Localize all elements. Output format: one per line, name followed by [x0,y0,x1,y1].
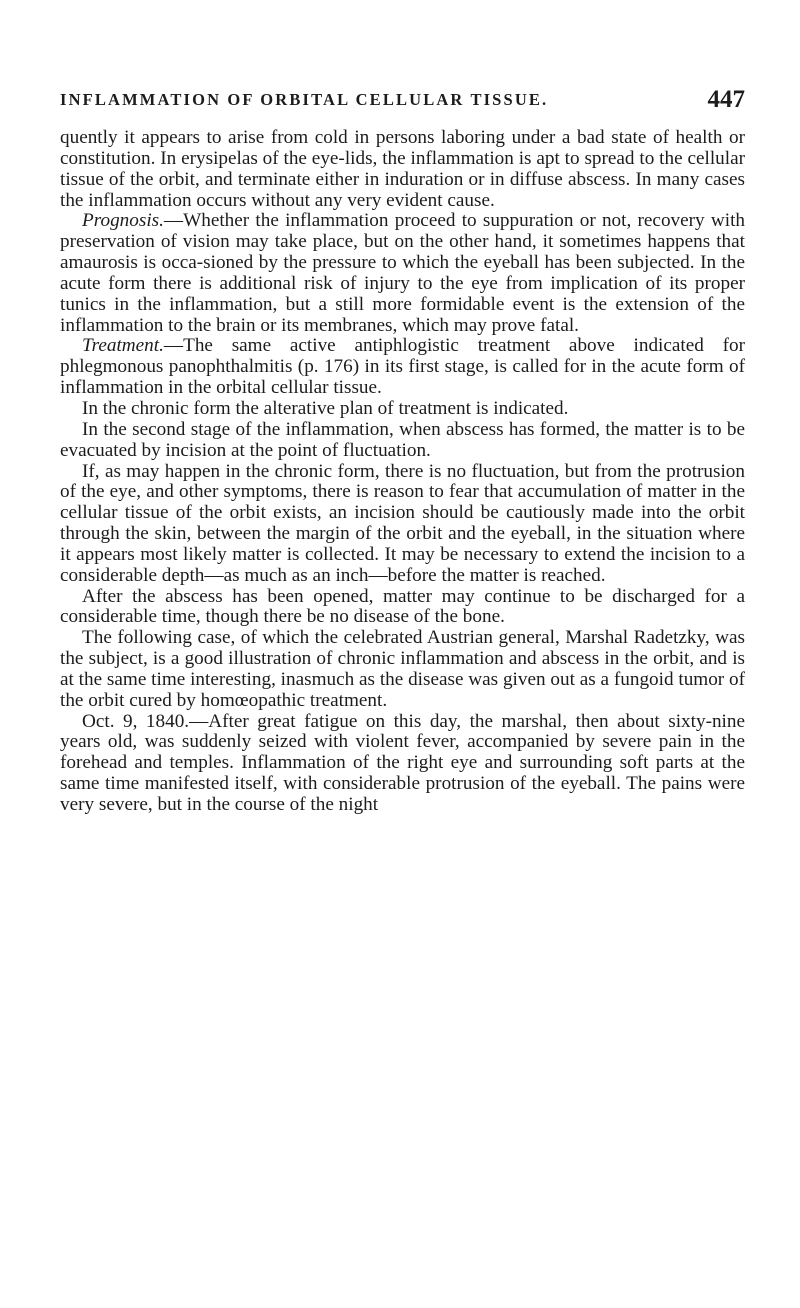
paragraph-prognosis [60,211,745,336]
running-title: INFLAMMATION OF ORBITAL CELLULAR TISSUE. [60,90,549,109]
body-text [60,128,745,816]
paragraph-text: In the second stage of the inflammation, when abscess has formed, the matter is to be evacuated by incision at the point of fluctuation. [60,418,745,461]
paragraph-continued [60,128,745,211]
paragraph-text: In the chronic form the alterative plan of treatment is indicated. [82,397,569,419]
paragraph-text: Oct. 9, 1840.—After great fatigue on this day, the marshal, then about sixty-nine years old, was suddenly seized with violent fever, accompanied by severe pain in the forehead and temples. Inflammation of the right eye and surrounding soft parts at the same time manifested itself, with considerable protrusion of the eyeball. The pains were very severe, but in the course of the night [60,710,745,815]
paragraph [60,462,745,587]
paragraph-text: —Whether the inflammation proceed to suppuration or not, recovery with preservation of vision may take place, but on the other hand, it sometimes happens that amaurosis is occa-sioned by the pressure to which the eyeball has been subjected. In the acute form there is additional risk of injury to the eye from implication of its proper tunics in the inflammation, but a still more formidable event is the extension of the inflammation to the brain or its membranes, which may prove fatal. [60,210,745,336]
section-heading-prognosis: Prognosis. [82,210,164,232]
paragraph-text: If, as may happen in the chronic form, there is no fluctuation, but from the protrusion of the eye, and other symptoms, there is reason to fear that accumulation of matter in the cellular tissue of the orbit exists, an incision should be cautiously made into the orbit through the skin, between the margin of the orbit and the eyeball, in the situation where it appears most likely matter is collected. It may be necessary to extend the incision to a considerable depth—as much as an inch—before the matter is reached. [60,460,745,586]
paragraph [60,420,745,462]
running-head [60,86,745,116]
section-heading-treatment: Treatment. [82,335,164,357]
paragraph-text: After the abscess has been opened, matter may continue to be discharged for a considerable time, though there be no disease of the bone. [60,585,745,628]
paragraph [60,628,745,711]
page-number: 447 [707,86,745,113]
paragraph [60,399,745,420]
paragraph-text: —The same active antiphlogistic treatment above indicated for phlegmonous panophthalmitis (p. 176) in its first stage, is called for in the acute form of inflammation in the orbital cellular tissue. [60,335,745,399]
paragraph-case [60,712,745,816]
paragraph-treatment [60,336,745,399]
paragraph-text: quently it appears to arise from cold in persons laboring under a bad state of health or constitution. In erysipelas of the eye-lids, the inflammation is apt to spread to the cellular tissue of the orbit, and terminate either in induration or in diffuse abscess. In many cases the inflammation occurs without any very evident cause. [60,127,745,211]
paragraph-text: The following case, of which the celebrated Austrian general, Marshal Radetzky, was the subject, is a good illustration of chronic inflammation and abscess in the orbit, and is at the same time interesting, inasmuch as the disease was given out as a fungoid tumor of the orbit cured by homœopathic treatment. [60,627,745,711]
paragraph [60,587,745,629]
